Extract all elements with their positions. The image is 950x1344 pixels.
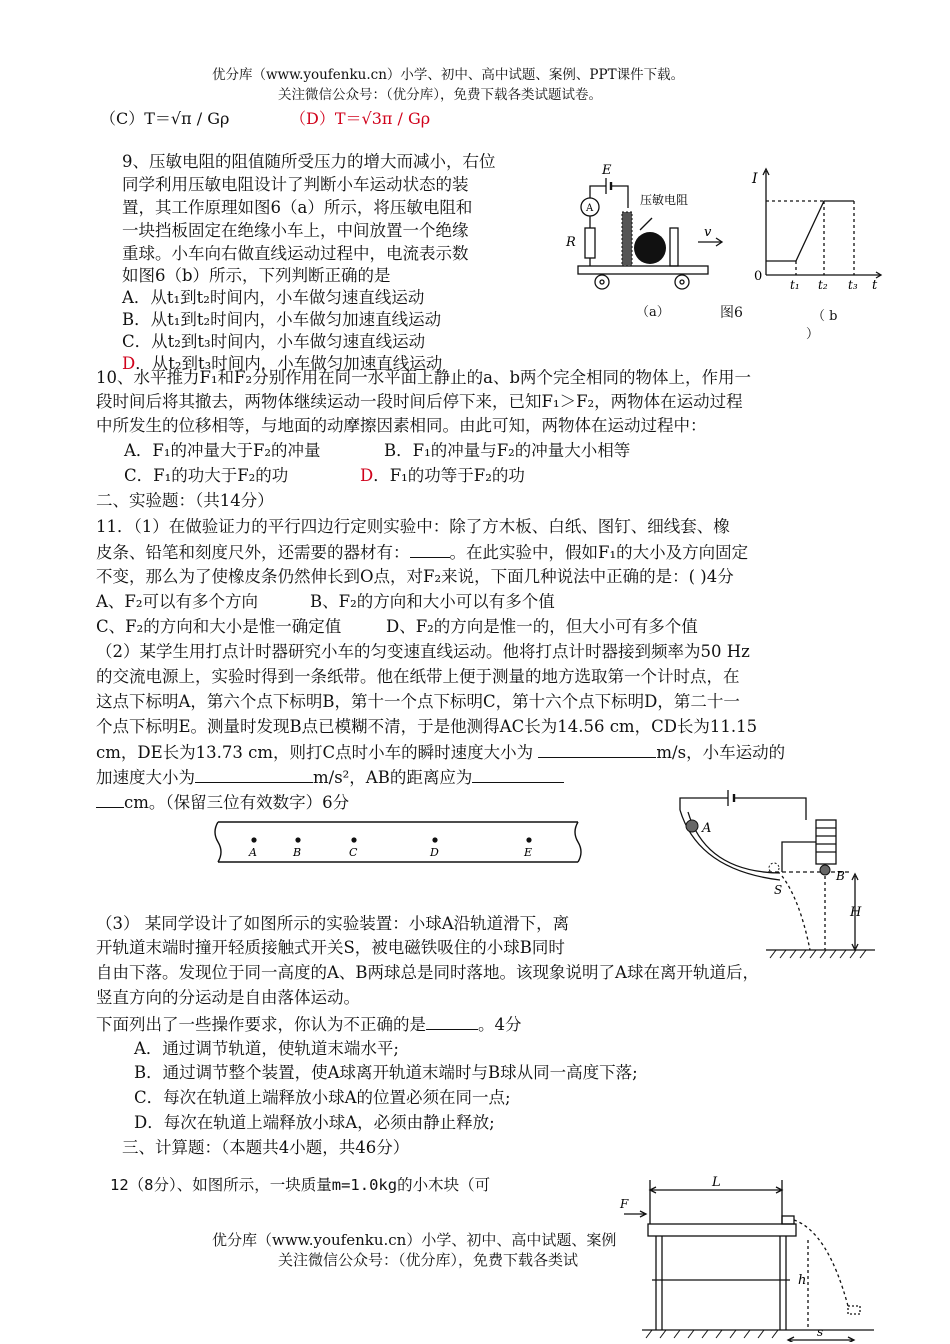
q11-p3-option: B．通过调节整个装置，使A球离开轨道末端时与B球从同一高度下落; bbox=[134, 1063, 638, 1082]
q11-answer-blank-equipment[interactable] bbox=[410, 541, 450, 558]
q11-p3-line: 自由下落。发现位于同一高度的A、B两球总是同时落地。该现象说明了A球在离开轨道后， bbox=[96, 963, 759, 982]
tape-label: C bbox=[349, 846, 358, 859]
q11-p2-line: （2）某学生用打点计时器研究小车的匀变速直线运动。他将打点计时器接到频率为50 Hz bbox=[96, 642, 750, 661]
q10-option-d: D．F₁的功等于F₂的功 bbox=[360, 466, 525, 485]
q10-option-c: C．F₁的功大于F₂的功 bbox=[124, 466, 289, 485]
q11-answer-blank-velocity[interactable] bbox=[538, 741, 656, 758]
q11-text: 皮条、铅笔和刻度尺外，还需要的器材有： bbox=[96, 543, 410, 562]
tape-label: B bbox=[293, 846, 302, 859]
q11-p3-line: 开轨道末端时撞开轻质接触式开关S，被电磁铁吸住的小球B同时 bbox=[96, 938, 565, 957]
fig6b-label-i: I bbox=[752, 171, 758, 187]
track-label-a: A bbox=[702, 821, 712, 836]
q11-line: 不变，那么为了使橡皮条仍然伸长到O点，对F₂来说，下面几种说法中正确的是：( )4分 bbox=[96, 567, 734, 586]
fig6-caption: 图6 bbox=[720, 305, 743, 321]
section-2-title: 二、实验题：（共14分） bbox=[96, 491, 274, 510]
track-label-h: H bbox=[850, 905, 862, 920]
fig6a-caption: （a） bbox=[636, 305, 670, 320]
q11-p2-line: 的交流电源上，实验时得到一条纸带。他在纸带上便于测量的地方选取第一个计时点，在 bbox=[96, 667, 740, 686]
figure-6b bbox=[748, 163, 888, 295]
q10-option-d-text: ．F₁的功等于F₂的功 bbox=[373, 466, 525, 485]
q8-option-d: （D）T＝√3π / Gρ bbox=[290, 109, 431, 128]
q11-p3-line: （3） 某同学设计了如图所示的实验装置：小球A沿轨道滑下，离 bbox=[96, 914, 570, 933]
track-label-b: B bbox=[836, 869, 845, 883]
q9-option-c: C．从t₂到t₃时间内，小车做匀速直线运动 bbox=[122, 332, 426, 351]
q9-line: 9、压敏电阻的阻值随所受压力的增大而减小，右位 bbox=[122, 152, 496, 171]
tape-dot bbox=[351, 837, 356, 842]
q11-p2-line bbox=[96, 741, 785, 764]
fig6a-label-r: R bbox=[566, 235, 576, 250]
fig12-label-s: s bbox=[817, 1325, 824, 1339]
tape-dot bbox=[526, 837, 531, 842]
q11-p3-line: 竖直方向的分运动是自由落体运动。 bbox=[96, 988, 360, 1007]
section-3-title: 三、计算题：（本题共4小题，共46分） bbox=[122, 1138, 410, 1157]
q11-option-d: D、F₂的方向是惟一的，但大小可有多个值 bbox=[386, 617, 698, 636]
fig6a-label-resistor: 压敏电阻 bbox=[640, 193, 689, 207]
fig12-label-f: F bbox=[620, 1197, 629, 1211]
fig6b-label-t3: t₃ bbox=[848, 278, 858, 292]
q9-line: 如图6（b）所示，下列判断正确的是 bbox=[122, 266, 391, 285]
tape-label: D bbox=[430, 846, 439, 859]
q11-text: cm，DE长为13.73 cm，则打C点时小车的瞬时速度大小为 bbox=[96, 743, 534, 762]
q11-answer-blank-operation[interactable] bbox=[426, 1013, 478, 1030]
q10-line: 段时间后将其撤去，两物体继续运动一段时间后停下来，已知F₁＞F₂，两物体在运动过程 bbox=[96, 392, 743, 411]
tape-label: A bbox=[249, 846, 257, 859]
fig6a-label-v: v bbox=[704, 225, 712, 240]
header-line-2: 关注微信公众号：（优分库），免费下载各类试题试卷。 bbox=[278, 87, 602, 103]
table-block-figure bbox=[612, 1170, 882, 1342]
q11-option-b: B、F₂的方向和大小可以有多个值 bbox=[310, 592, 555, 611]
fig6b-caption-close: ） bbox=[806, 327, 820, 342]
fig6b-label-0: 0 bbox=[754, 269, 763, 284]
tape-dot bbox=[432, 837, 437, 842]
q11-answer-blank-ab-cont[interactable] bbox=[96, 791, 124, 808]
q11-text: cm。（保留三位有效数字）6分 bbox=[124, 793, 350, 812]
q11-answer-blank-ab[interactable] bbox=[472, 766, 564, 783]
fig6b-label-t2: t₂ bbox=[818, 278, 828, 292]
q11-p2-line: 这点下标明A，第六个点下标明B，第十一个点下标明C，第十六个点下标明D，第二十一 bbox=[96, 692, 740, 711]
q11-p2-line bbox=[96, 791, 349, 814]
q11-p3-line bbox=[96, 1013, 522, 1036]
q10-option-b: B．F₁的冲量与F₂的冲量大小相等 bbox=[384, 441, 631, 460]
q11-line: 11．（1）在做验证力的平行四边行定则实验中：除了方木板、白纸、图钉、细线套、橡 bbox=[96, 517, 730, 536]
q11-option-a: A、F₂可以有多个方向 bbox=[96, 592, 258, 611]
q12-line: 12（8分）、如图所示，一块质量m=1.0kg的小木块（可 bbox=[110, 1176, 491, 1194]
q11-line bbox=[96, 541, 748, 564]
q11-p3-option: D．每次在轨道上端释放小球A，必须由静止释放; bbox=[134, 1113, 495, 1132]
q11-option-c: C、F₂的方向和大小是惟一确定值 bbox=[96, 617, 342, 636]
header-line-1: 优分库（www.youfenku.cn）小学、初中、高中试题、案例、PPT课件下载。 bbox=[212, 67, 685, 83]
figure-6a bbox=[560, 160, 730, 295]
q11-text: 。在此实验中，假如F₁的大小及方向固定 bbox=[449, 543, 749, 562]
q11-p2-line: 个点下标明E。测量时发现B点已模糊不清，于是他测得AC长为14.56 cm，CD长为11.15 bbox=[96, 717, 758, 736]
q11-p2-line bbox=[96, 766, 564, 789]
footer-line-1: 优分库（www.youfenku.cn）小学、初中、高中试题、案例 bbox=[212, 1231, 617, 1249]
fig12-label-h: h bbox=[798, 1273, 807, 1288]
fig6b-caption: （ b bbox=[812, 309, 838, 324]
fig6b-label-t1: t₁ bbox=[790, 278, 800, 292]
q11-text: 。4分 bbox=[478, 1015, 522, 1034]
q11-text: 下面列出了一些操作要求，你认为不正确的是 bbox=[96, 1015, 426, 1034]
q10-option-a: A．F₁的冲量大于F₂的冲量 bbox=[124, 441, 321, 460]
tape-dot bbox=[251, 837, 256, 842]
q11-text: m/s，小车运动的 bbox=[656, 743, 786, 762]
q9-line: 一块挡板固定在绝缘小车上，中间放置一个绝缘 bbox=[122, 221, 469, 240]
q10-line: 10、水平推力F₁和F₂分别作用在同一水平面上静止的a、b两个完全相同的物体上，作用一 bbox=[96, 368, 752, 387]
track-figure bbox=[670, 780, 880, 960]
q9-line: 重球。小车向右做直线运动过程中，电流表示数 bbox=[122, 244, 469, 263]
fig6b-label-t: t bbox=[872, 278, 878, 293]
paper-tape-figure bbox=[212, 818, 584, 866]
q9-option-d: D．从t₂到t₃时间内，小车做匀加速直线运动 bbox=[122, 354, 443, 373]
q9-line: 同学利用压敏电阻设计了判断小车运动状态的装 bbox=[122, 175, 469, 194]
q8-option-c: （C）T＝√π / Gρ bbox=[100, 109, 230, 128]
track-label-s: S bbox=[774, 883, 783, 897]
q9-option-d-text: ．从t₂到t₃时间内，小车做匀加速直线运动 bbox=[135, 354, 443, 373]
tape-label: E bbox=[524, 846, 533, 859]
q11-p3-option: A．通过调节轨道，使轨道末端水平; bbox=[134, 1039, 399, 1058]
fig6a-label-e: E bbox=[602, 163, 612, 178]
q9-option-b: B．从t₁到t₂时间内，小车做匀加速直线运动 bbox=[122, 310, 442, 329]
q9-option-a: A．从t₁到t₂时间内，小车做匀速直线运动 bbox=[122, 288, 425, 307]
fig6a-label-a: A bbox=[586, 203, 594, 214]
q9-line: 置，其工作原理如图6（a）所示，将压敏电阻和 bbox=[122, 198, 473, 217]
q11-text: m/s²，AB的距离应为 bbox=[313, 768, 473, 787]
tape-dot bbox=[295, 837, 300, 842]
fig12-label-l: L bbox=[712, 1175, 721, 1190]
q11-answer-blank-acceleration[interactable] bbox=[195, 766, 313, 783]
q10-line: 中所发生的位移相等，与地面的动摩擦因素相同。由此可知，两物体在运动过程中： bbox=[96, 416, 707, 435]
q11-p3-option: C．每次在轨道上端释放小球A的位置必须在同一点; bbox=[134, 1088, 511, 1107]
footer-line-2: 关注微信公众号：（优分库），免费下载各类试 bbox=[278, 1251, 579, 1269]
q11-text: 加速度大小为 bbox=[96, 768, 195, 787]
